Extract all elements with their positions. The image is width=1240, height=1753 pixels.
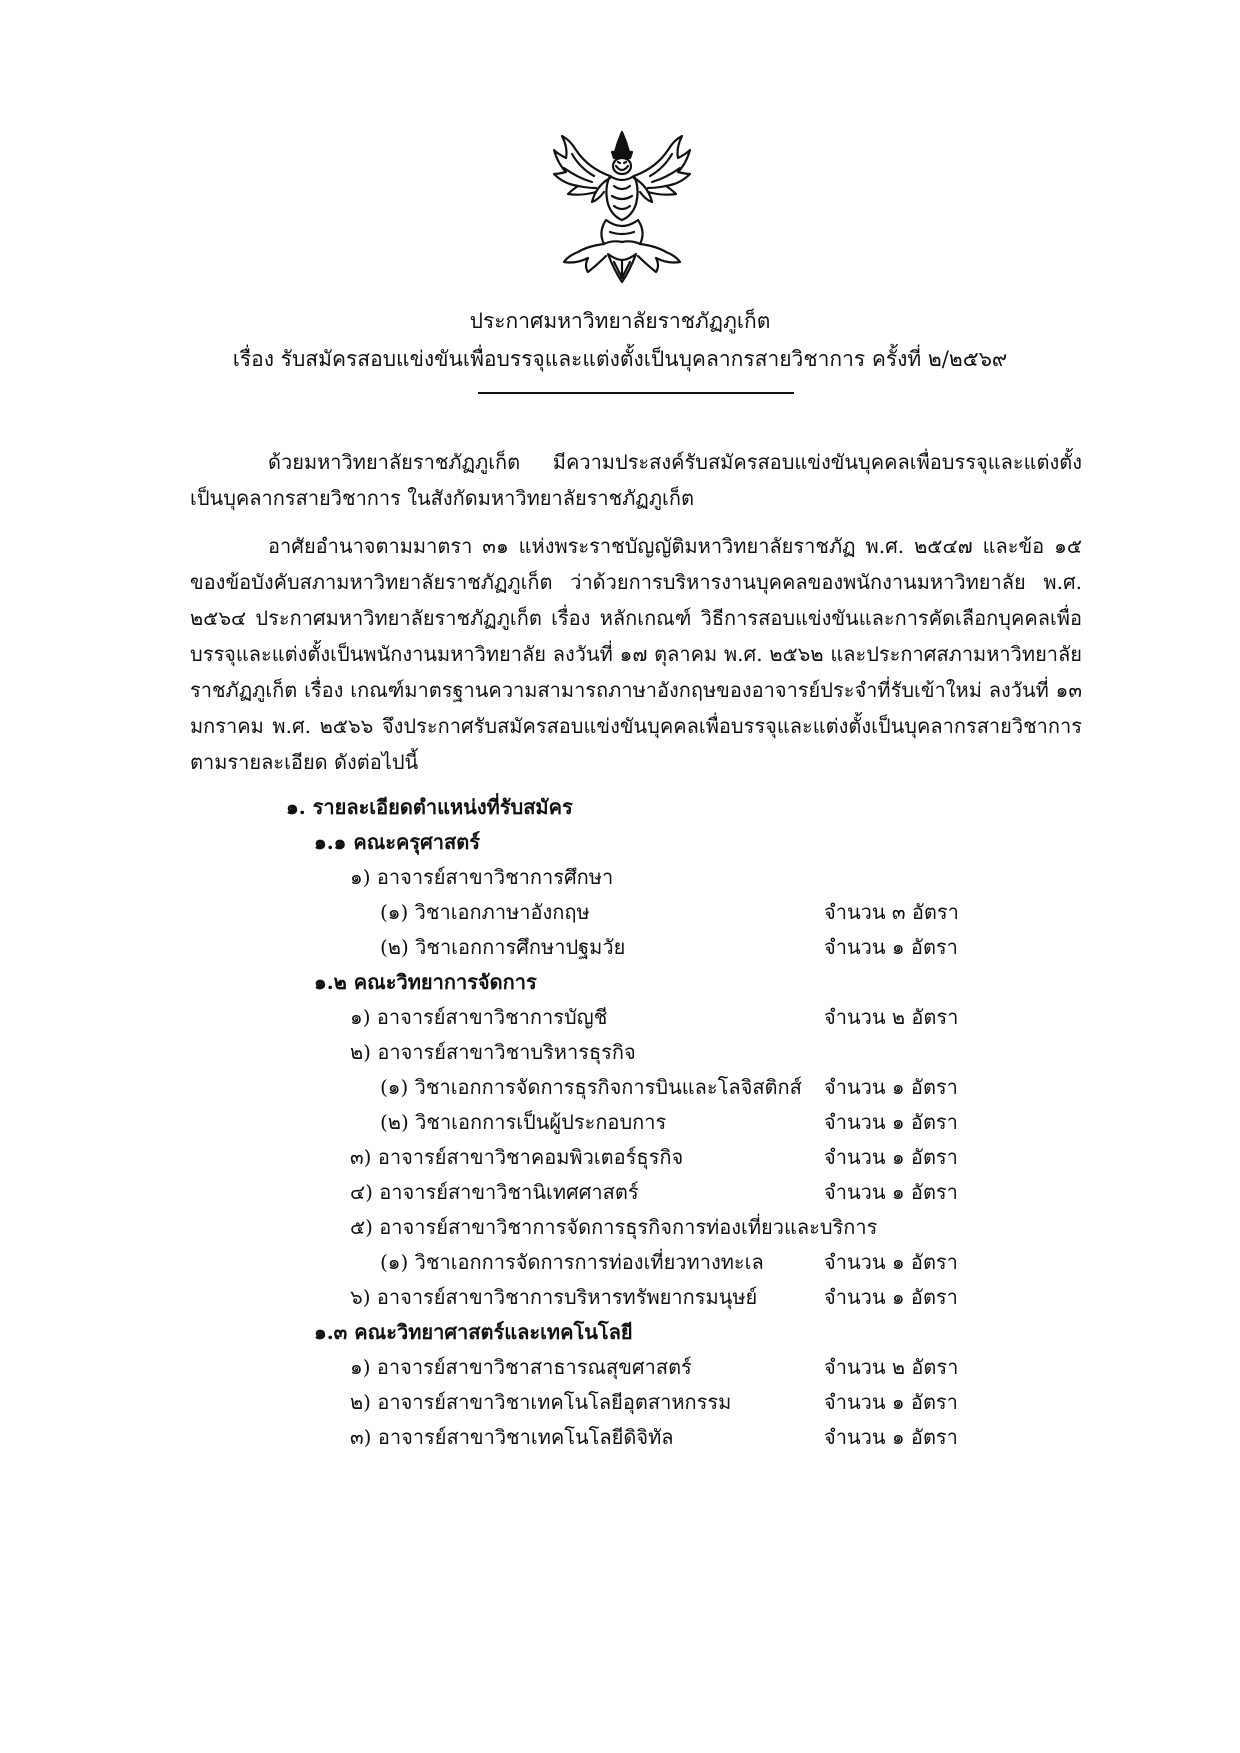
- position-row: [0, 1175, 1240, 1210]
- position-label: ๑) อาจารย์สาขาวิชาการบัญชี: [350, 1005, 608, 1029]
- position-label: ๖) อาจารย์สาขาวิชาการบริหารทรัพยากรมนุษย์: [350, 1285, 758, 1309]
- paragraph-authority-text: อาศัยอำนาจตามมาตรา ๓๑ แห่งพระราชบัญญัติมหาวิทยาลัยราชภัฏ พ.ศ. ๒๕๔๗ และข้อ ๑๕ ของข้อบังคับสภามหาวิทยาลัยราชภัฏภูเก็ต ว่าด้วยการบริหารงานบุคคลของพนักงานมหาวิทยาลัย พ.ศ. ๒๕๖๔ ประกาศมหาวิทยาลัยราชภัฏภูเก็ต เรื่อง หลักเกณฑ์ วิธีการสอบแข่งขันและการคัดเลือกบุคคลเพื่อบรรจุและแต่งตั้งเป็นพนักงานมหาวิทยาลัย ลงวันที่ ๑๗ ตุลาคม พ.ศ. ๒๕๖๒ และประกาศสภามหาวิทยาลัยราชภัฏภูเก็ต เรื่อง เกณฑ์มาตรฐานความสามารถภาษาอังกฤษของอาจารย์ประจำที่รับเข้าใหม่ ลงวันที่ ๑๓ มกราคม พ.ศ. ๒๕๖๖ จึงประกาศรับสมัครสอบแข่งขันบุคคลเพื่อบรรจุและแต่งตั้งเป็นบุคลากรสายวิชาการ ตามรายละเอียด ดังต่อไปนี้: [190, 534, 1082, 774]
- position-count: จำนวน ๒ อัตรา: [824, 1005, 959, 1029]
- position-count: จำนวน ๑ อัตรา: [824, 935, 958, 959]
- position-count: จำนวน ๓ อัตรา: [824, 900, 959, 924]
- position-count: จำนวน ๑ อัตรา: [824, 1110, 958, 1134]
- title-divider: [478, 392, 794, 394]
- position-label: ๑.๓ คณะวิทยาศาสตร์และเทคโนโลยี: [314, 1320, 633, 1344]
- position-row: [0, 790, 1240, 825]
- position-count: จำนวน ๑ อัตรา: [824, 1180, 958, 1204]
- paragraph-intro: [190, 444, 1082, 516]
- position-label: (๑) วิชาเอกการจัดการการท่องเที่ยวทางทะเล: [380, 1250, 764, 1274]
- position-row: [0, 930, 1240, 965]
- position-row: [0, 895, 1240, 930]
- position-row: [0, 825, 1240, 860]
- position-label: (๒) วิชาเอกการศึกษาปฐมวัย: [380, 935, 626, 959]
- position-row: [0, 1245, 1240, 1280]
- position-row: [0, 860, 1240, 895]
- announcement-subject: เรื่อง รับสมัครสอบแข่งขันเพื่อบรรจุและแต่งตั้งเป็นบุคลากรสายวิชาการ ครั้งที่ ๒/๒๕๖๙: [232, 347, 1008, 371]
- paragraph-intro-text: ด้วยมหาวิทยาลัยราชภัฏภูเก็ต มีความประสงค์รับสมัครสอบแข่งขันบุคคลเพื่อบรรจุและแต่งตั้งเป็นบุคลากรสายวิชาการ ในสังกัดมหาวิทยาลัยราชภัฏภูเก็ต: [190, 450, 1082, 510]
- position-label: ๑.๑ คณะครุศาสตร์: [314, 830, 480, 854]
- position-count: จำนวน ๑ อัตรา: [824, 1075, 958, 1099]
- position-label: (๑) วิชาเอกภาษาอังกฤษ: [380, 900, 590, 924]
- position-row: [0, 1280, 1240, 1315]
- position-count: จำนวน ๑ อัตรา: [824, 1250, 958, 1274]
- position-list: [0, 790, 1240, 1455]
- position-row: [0, 1210, 1240, 1245]
- position-row: [0, 1140, 1240, 1175]
- position-row: [0, 1315, 1240, 1350]
- position-label: ๓) อาจารย์สาขาวิชาคอมพิวเตอร์ธุรกิจ: [350, 1145, 684, 1169]
- position-label: ๓) อาจารย์สาขาวิชาเทคโนโลยีดิจิทัล: [350, 1425, 674, 1449]
- position-row: [0, 1070, 1240, 1105]
- position-label: ๒) อาจารย์สาขาวิชาเทคโนโลยีอุตสาหกรรม: [350, 1390, 732, 1414]
- paragraph-authority: [190, 528, 1082, 780]
- position-row: [0, 1350, 1240, 1385]
- position-label: ๑) อาจารย์สาขาวิชาการศึกษา: [350, 865, 614, 889]
- position-label: ๔) อาจารย์สาขาวิชานิเทศศาสตร์: [350, 1180, 639, 1204]
- position-row: [0, 1105, 1240, 1140]
- position-label: (๑) วิชาเอกการจัดการธุรกิจการบินและโลจิสติกส์: [380, 1075, 802, 1099]
- position-label: (๒) วิชาเอกการเป็นผู้ประกอบการ: [380, 1110, 667, 1134]
- position-row: [0, 1035, 1240, 1070]
- position-count: จำนวน ๑ อัตรา: [824, 1390, 958, 1414]
- position-label: ๑. รายละเอียดตำแหน่งที่รับสมัคร: [286, 795, 573, 819]
- position-count: จำนวน ๑ อัตรา: [824, 1425, 958, 1449]
- position-row: [0, 1420, 1240, 1455]
- position-label: ๑) อาจารย์สาขาวิชาสาธารณสุขศาสตร์: [350, 1355, 692, 1379]
- position-count: จำนวน ๑ อัตรา: [824, 1285, 958, 1309]
- position-count: จำนวน ๒ อัตรา: [824, 1355, 959, 1379]
- position-count: จำนวน ๑ อัตรา: [824, 1145, 958, 1169]
- position-label: ๒) อาจารย์สาขาวิชาบริหารธุรกิจ: [350, 1040, 636, 1064]
- position-label: ๑.๒ คณะวิทยาการจัดการ: [314, 970, 537, 994]
- announcement-title: ประกาศมหาวิทยาลัยราชภัฏภูเก็ต: [469, 309, 771, 333]
- garuda-emblem-icon: [548, 128, 696, 288]
- position-label: ๕) อาจารย์สาขาวิชาการจัดการธุรกิจการท่องเที่ยวและบริการ: [350, 1215, 878, 1239]
- position-row: [0, 965, 1240, 1000]
- position-row: [0, 1385, 1240, 1420]
- position-row: [0, 1000, 1240, 1035]
